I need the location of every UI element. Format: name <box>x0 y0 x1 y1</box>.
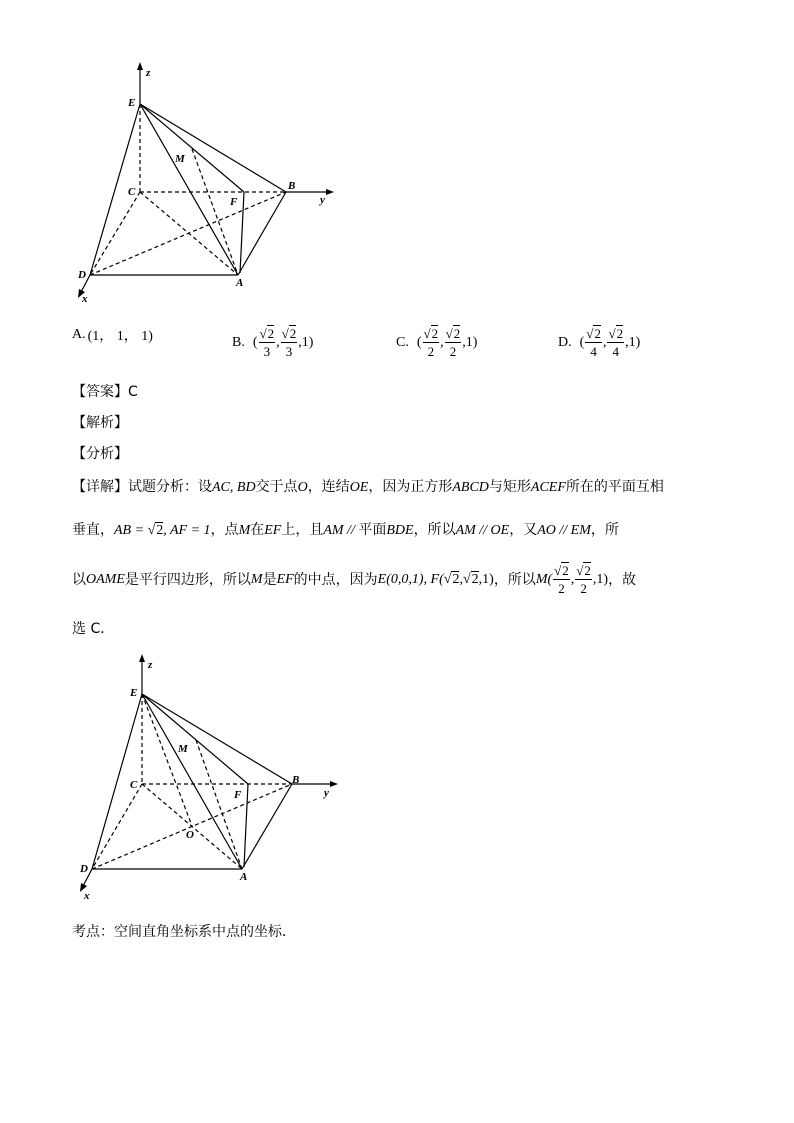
kaodian: 考点：空间直角坐标系中点的坐标． <box>72 924 296 940</box>
label-C: C <box>130 779 138 791</box>
label-x: x <box>82 293 88 305</box>
label-E: E <box>128 97 136 109</box>
detail-line-1: 【详解】试题分析：设AC, BD交于点O，连结OE，因为正方形ABCD与矩形ACEF所在的平面互相 <box>72 479 664 495</box>
label-F: F <box>230 196 238 208</box>
option-d[interactable]: D. ( $\frac{√2}{4}$ , $\frac{√2}{4}$ , 1) <box>558 326 641 359</box>
detail-line-2: 垂直，AB = √2, AF = 1，点M在EF上，且AM // 平面BDE，所以AM // OE，又AO // EM，所 <box>72 522 619 538</box>
option-b[interactable]: B. ( $\frac{√2}{3}$ , $\frac{√2}{3}$ , 1) <box>232 326 314 359</box>
detail-line-4: 选 C． <box>72 621 115 637</box>
option-a-label: A. <box>72 327 86 342</box>
label-y: y <box>320 194 325 206</box>
option-a-value: (1， 1， 1) <box>87 329 153 344</box>
label-z: z <box>148 659 153 671</box>
label-D: D <box>78 269 86 281</box>
option-b-label: B. <box>232 334 245 350</box>
label-B: B <box>292 774 300 786</box>
detail-line-3: 以 OAME 是平行四边形，所以 M 是 EF 的中点，因为 E(0,0,1), F( √2,√2 ,1) ，所以 M( $\frac{√2}{2}$ , $\frac{√2}{2}$ ,1) ，故 <box>72 563 637 596</box>
label-x: x <box>84 890 90 902</box>
answer-line: 【答案】C <box>72 384 138 400</box>
label-F: F <box>234 789 242 801</box>
label-M: M <box>178 743 188 755</box>
analysis-heading: 【解析】 <box>72 415 128 431</box>
option-c-label: C. <box>396 334 409 350</box>
label-y: y <box>324 787 329 799</box>
label-O: O <box>186 829 194 841</box>
option-d-label: D. <box>558 334 572 350</box>
label-A: A <box>236 277 244 289</box>
label-M: M <box>175 153 185 165</box>
option-a[interactable] <box>72 325 153 345</box>
option-c[interactable]: C. ( $\frac{√2}{2}$ , $\frac{√2}{2}$ , 1) <box>396 326 478 359</box>
figure-1 <box>70 62 340 307</box>
label-C: C <box>128 186 136 198</box>
label-E: E <box>130 687 138 699</box>
fenxi-heading: 【分析】 <box>72 446 128 462</box>
label-B: B <box>288 180 296 192</box>
label-A: A <box>240 871 248 883</box>
label-z: z <box>146 67 151 79</box>
label-D: D <box>80 863 88 875</box>
figure-2 <box>72 652 344 902</box>
